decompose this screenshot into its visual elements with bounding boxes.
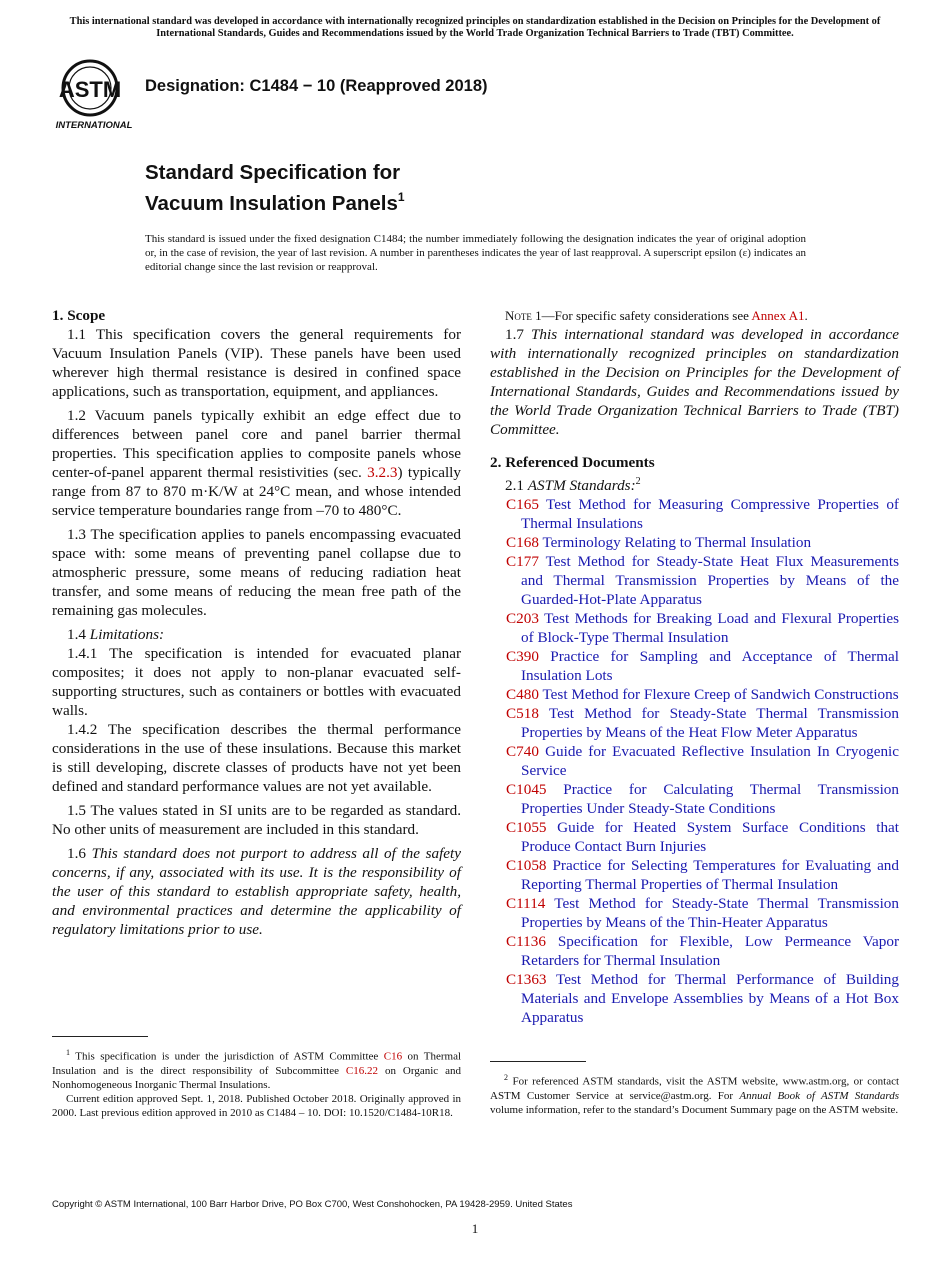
- para-1-4-2: 1.4.2 The specification describes the thermal performance considerations in the use of these insulations. Because this market is still developing, discrete classes of products have not yet been defined and standard performance values are not yet available.: [52, 721, 461, 795]
- footnote-rule: [490, 1061, 586, 1062]
- reference-title-link[interactable]: Practice for Sampling and Acceptance of Thermal Insulation Lots: [521, 648, 899, 685]
- reference-title-link[interactable]: Test Method for Flexure Creep of Sandwich Constructions: [542, 686, 899, 704]
- annex-a1-link[interactable]: Annex A1: [751, 308, 805, 323]
- reference-title-link[interactable]: Guide for Heated System Surface Conditions that Produce Contact Burn Injuries: [521, 819, 900, 856]
- reference-title-link[interactable]: Terminology Relating to Thermal Insulation: [542, 534, 812, 552]
- reference-item: [490, 818, 899, 856]
- reference-code-link[interactable]: C518: [506, 705, 539, 723]
- reference-code-link[interactable]: C1363: [506, 971, 547, 989]
- section-heading-referenced: 2. Referenced Documents: [490, 454, 655, 471]
- footnote-block-left: [52, 1036, 461, 1120]
- reference-code-link[interactable]: C168: [506, 534, 539, 552]
- footnote-1-text-c: on Organic and Nonhomogeneous Inorganic Thermal Insulations.: [52, 1064, 461, 1091]
- para-2-1-label: ASTM Standards:: [527, 477, 636, 495]
- para-1-2-text-a: 1.2 Vacuum panels typically exhibit an edge effect due to differences between panel core and panel barrier thermal properties. This specification applies to composite panels whose center-of-panel apparent thermal resistivities (sec.: [52, 407, 461, 481]
- title-line-2: [145, 185, 405, 216]
- note-1: Note 1—For specific safety considerations see Annex A1.: [505, 308, 808, 323]
- para-1-1: 1.1 This specification covers the general requirements for Vacuum Insulation Panels (VIP). These panels have been used wherever high thermal resistance is desired in confined space applications, such as transportation, equipment, and appliances.: [52, 326, 461, 400]
- footnote-2-text-a: For referenced ASTM standards, visit the ASTM website, www.astm.org, or contact ASTM Customer Service at service@astm.org. For: [490, 1075, 900, 1102]
- logo-letters: ASTM: [58, 77, 122, 102]
- reference-item: [490, 932, 899, 970]
- reference-title-link[interactable]: Guide for Evacuated Reflective Insulation In Cryogenic Service: [521, 743, 899, 780]
- footnote-2-text-b: volume information, refer to the standard’s Document Summary page on the ASTM website.: [490, 1103, 899, 1116]
- para-1-4-label: Limitations:: [89, 626, 165, 643]
- reference-item: [490, 780, 899, 818]
- committee-link-c16[interactable]: C16: [383, 1050, 403, 1063]
- footnote-2-mark: 2: [504, 1073, 508, 1082]
- para-2-1-num: 2.1: [505, 477, 524, 495]
- reference-code-link[interactable]: C1114: [506, 895, 546, 913]
- reference-code-link[interactable]: C1136: [506, 933, 546, 951]
- reference-item: [490, 970, 899, 1027]
- copyright-line: Copyright © ASTM International, 100 Barr Harbor Drive, PO Box C700, West Conshohocken, PA 19428-2959. United States: [52, 1199, 573, 1210]
- para-1-7-text: This international standard was developed in accordance with internationally recognized principles on standardization established in the Decision on Principles for the Development of International Standards, Guides and Recommendations issued by the World Trade Organization Technical Barriers to Trade (TBT) Committee.: [490, 326, 900, 438]
- footnote-1-edition: Current edition approved Sept. 1, 2018. Published October 2018. Originally approved in 2000. Last previous edition approved in 2010 as C1484 – 10. DOI: 10.1520/C1484-10R18.: [52, 1092, 461, 1119]
- subcommittee-link-c16-22[interactable]: C16.22: [345, 1064, 379, 1077]
- reference-title-link[interactable]: Test Method for Steady-State Heat Flux Measurements and Thermal Transmission Properties by Means of the Guarded-Hot-Plate Apparatus: [521, 553, 899, 609]
- para-1-6: [52, 844, 461, 939]
- reference-code-link[interactable]: C165: [506, 496, 539, 514]
- footnote-rule: [52, 1036, 148, 1037]
- tbt-banner: This international standard was developed in accordance with internationally recognized principles on standardization established in the Decision on Principles for the Development of International Standards, Guides and Recommendations issued by the World Trade Organization Technical Barriers to Trade (TBT) Committee.: [69, 16, 881, 39]
- reference-title-link[interactable]: Test Method for Measuring Compressive Properties of Thermal Insulations: [521, 496, 899, 533]
- para-1-4: [52, 625, 461, 644]
- reference-code-link[interactable]: C480: [506, 686, 539, 704]
- page-number: 1: [471, 1221, 479, 1236]
- para-2-1: [490, 472, 899, 495]
- page-title: [145, 160, 405, 216]
- reference-item: [490, 609, 899, 647]
- para-1-7: [490, 325, 899, 439]
- para-2-1-footnote-mark: 2: [635, 476, 641, 487]
- section-heading-scope: 1. Scope: [52, 307, 106, 324]
- reference-item: [490, 856, 899, 894]
- reference-item: [490, 894, 899, 932]
- para-1-4-num: 1.4: [67, 626, 86, 643]
- left-column: [52, 306, 461, 939]
- para-1-7-num: 1.7: [505, 326, 524, 343]
- preamble: This standard is issued under the fixed designation C1484; the number immediately following the designation indicates the year of original adoption or, in the case of revision, the year of last revision. A number in parentheses indicates the year of last reapproval. A superscript epsilon (ε) indicates an editorial change since the last revision or reapproval.: [145, 233, 806, 273]
- note-1-text: —For specific safety considerations see: [541, 308, 749, 323]
- para-1-5: 1.5 The values stated in SI units are to be regarded as standard. No other units of measurement are included in this standard.: [52, 802, 461, 838]
- footnote-2-book-title: Annual Book of ASTM Standards: [739, 1089, 900, 1102]
- reference-code-link[interactable]: C1045: [506, 781, 547, 799]
- reference-code-link[interactable]: C1058: [506, 857, 547, 875]
- footnote-1-text-b: on Thermal Insulation and is the direct responsibility of Subcommittee: [52, 1050, 462, 1077]
- reference-item: [490, 742, 899, 780]
- logo-subtext: INTERNATIONAL: [55, 120, 133, 131]
- reference-item: [490, 533, 899, 552]
- reference-title-link[interactable]: Test Method for Steady-State Thermal Transmission Properties by Means of the Thin-Heater Apparatus: [521, 895, 899, 932]
- reference-code-link[interactable]: C203: [506, 610, 539, 628]
- reference-title-link[interactable]: Practice for Calculating Thermal Transmission Properties Under Steady-State Conditions: [521, 781, 899, 818]
- para-1-6-text: This standard does not purport to address all of the safety concerns, if any, associated with its use. It is the responsibility of the user of this standard to establish appropriate safety, health, and environmental practices and determine the applicability of regulatory limitations prior to use.: [52, 845, 462, 938]
- right-column: [490, 306, 899, 1027]
- para-1-3: 1.3 The specification applies to panels encompassing evacuated space with: some means of preventing panel collapse due to atmospheric pressure, some means of reducing radiation heat transfer, and some means of reducing the mean free path of the remaining gas molecules.: [52, 526, 461, 619]
- footnote-block-right: [490, 1061, 899, 1117]
- para-1-6-num: 1.6: [67, 845, 86, 862]
- footnote-2: [490, 1071, 899, 1117]
- para-1-4-1: 1.4.1 The specification is intended for evacuated planar composites; it does not apply to non-planar evacuated self-supporting structures, such as containers or bottles with evacuated walls.: [52, 645, 461, 719]
- reference-item: [490, 704, 899, 742]
- footnote-1-text-a: This specification is under the jurisdiction of ASTM Committee: [75, 1050, 379, 1063]
- reference-title-link[interactable]: Practice for Selecting Temperatures for Evaluating and Reporting Thermal Properties of Thermal Insulation: [521, 857, 899, 894]
- note-1-label: Note 1: [505, 308, 542, 323]
- footnote-1-mark: 1: [66, 1048, 70, 1057]
- reference-title-link[interactable]: Specification for Flexible, Low Permeance Vapor Retarders for Thermal Insulation: [521, 933, 900, 970]
- title-line-1: Standard Specification for: [145, 161, 401, 184]
- referenced-standards-list: [490, 495, 899, 1027]
- reference-code-link[interactable]: C1055: [506, 819, 547, 837]
- designation: Designation: C1484 − 10 (Reapproved 2018): [145, 77, 488, 95]
- section-link-3-2-3[interactable]: 3.2.3: [367, 464, 398, 481]
- reference-code-link[interactable]: C177: [506, 553, 539, 571]
- astm-logo: [54, 58, 134, 132]
- reference-item: [490, 685, 899, 704]
- title-footnote-mark[interactable]: 1: [397, 190, 405, 204]
- reference-title-link[interactable]: Test Method for Steady-State Thermal Transmission Properties by Means of the Heat Flow Meter Apparatus: [521, 705, 899, 742]
- title-line-2-text: Vacuum Insulation Panels: [145, 192, 398, 215]
- reference-item: [490, 552, 899, 609]
- reference-title-link[interactable]: Test Methods for Breaking Load and Flexural Properties of Block-Type Thermal Insulation: [521, 610, 899, 647]
- reference-item: [490, 647, 899, 685]
- reference-code-link[interactable]: C390: [506, 648, 539, 666]
- footnote-1: [52, 1046, 461, 1092]
- reference-code-link[interactable]: C740: [506, 743, 539, 761]
- reference-title-link[interactable]: Test Method for Thermal Performance of Building Materials and Envelope Assemblies by Means of a Hot Box Apparatus: [521, 971, 899, 1027]
- reference-item: [490, 495, 899, 533]
- para-1-2-text-b: ) typically range from 87 to 870 m·K/W at 24°C mean, and whose intended service temperature boundaries range from –70 to 480°C.: [52, 464, 461, 519]
- para-1-2: [52, 406, 461, 520]
